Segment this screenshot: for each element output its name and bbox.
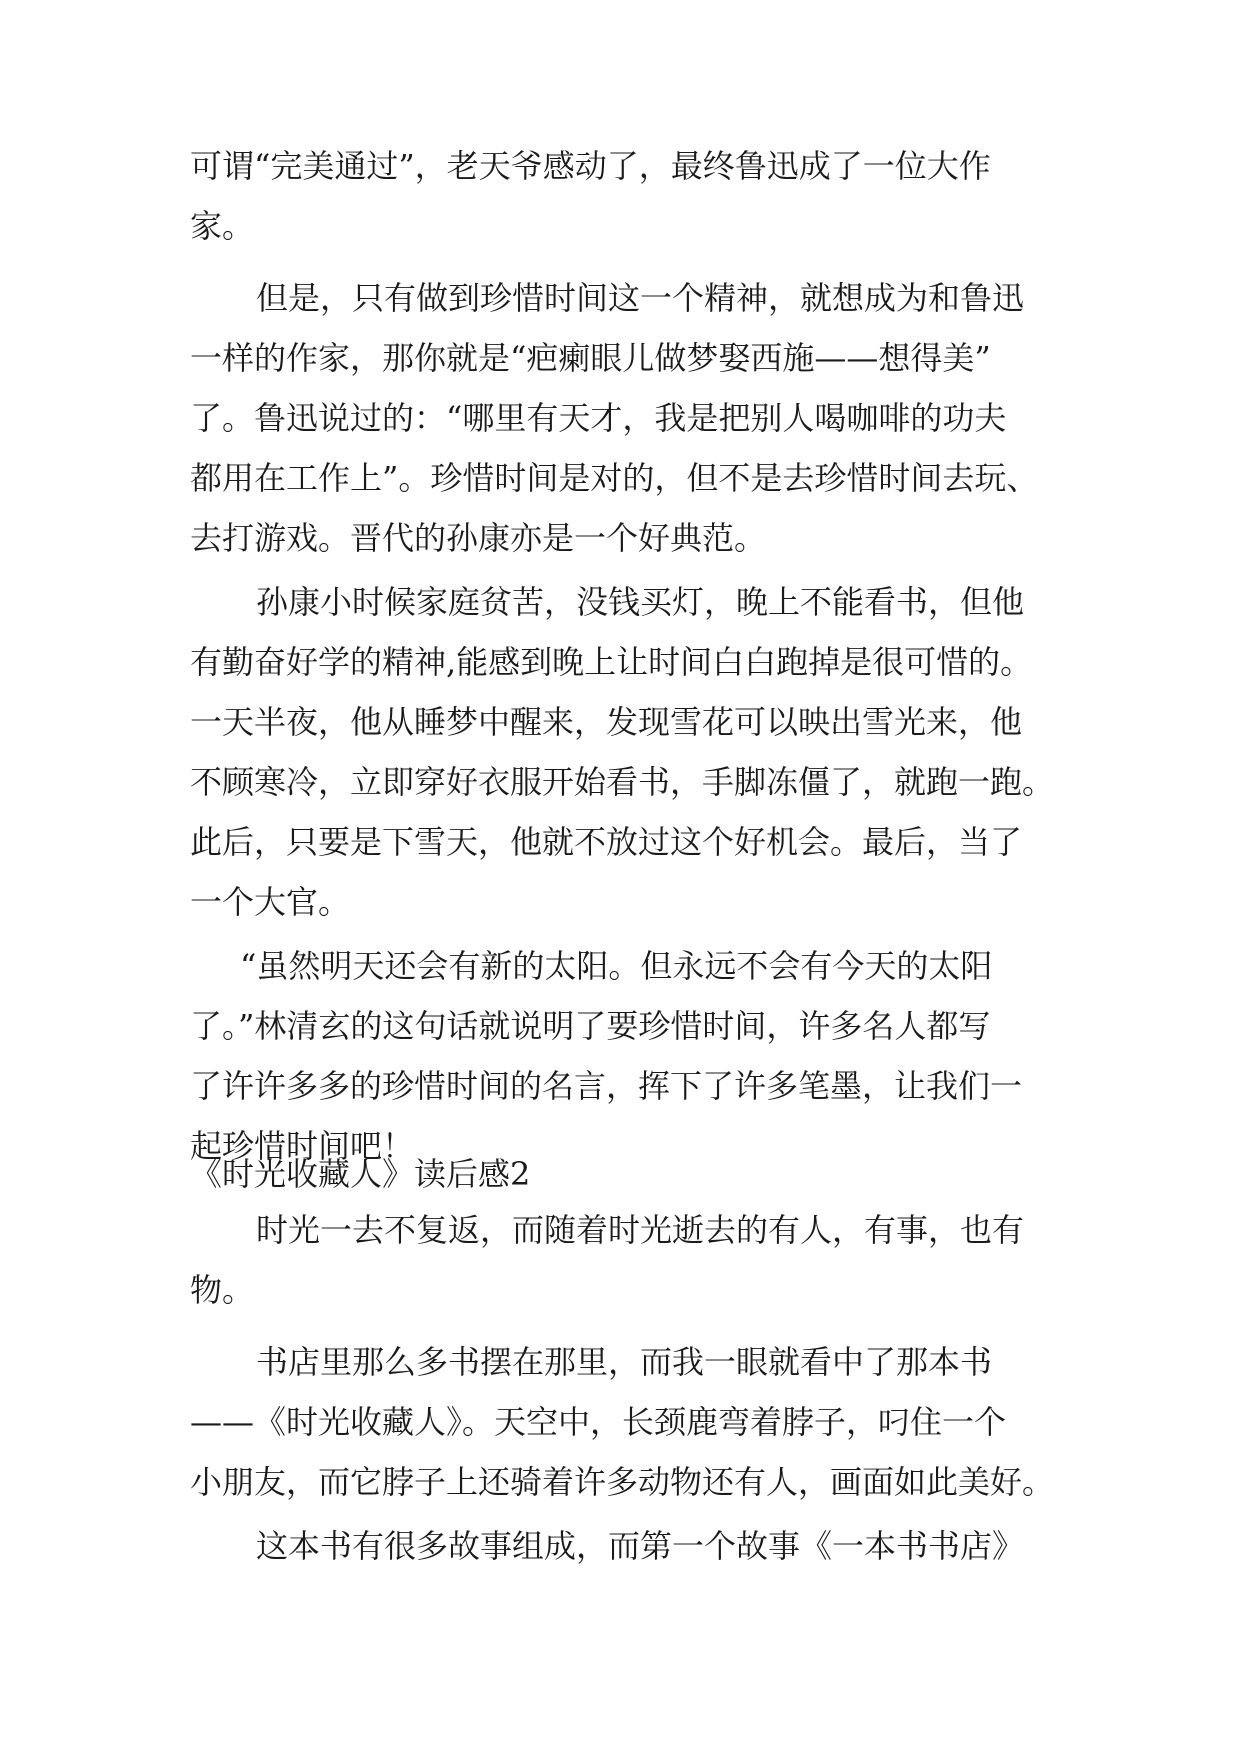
text-line: 有勤奋好学的精神,能感到晚上让时间白白跑掉是很可惜的。: [190, 643, 1033, 681]
text-line: 了。鲁迅说过的：“哪里有天才，我是把别人喝咖啡的功夫: [190, 399, 1007, 437]
text-line: 这本书有很多故事组成，而第一个故事《一本书书店》: [256, 1527, 1025, 1565]
text-line: 孙康小时候家庭贫苦，没钱买灯，晚上不能看书，但他: [256, 583, 1025, 621]
text-line: 起珍惜时间吧！: [190, 1127, 415, 1165]
text-line: 小朋友，而它脖子上还骑着许多动物还有人，画面如此美好。: [190, 1463, 1055, 1501]
section-heading: 《时光收藏人》读后感2: [190, 1155, 531, 1193]
text-line: 不顾寒冷，立即穿好衣服开始看书，手脚冻僵了，就跑一跑。: [190, 763, 1055, 801]
body-text-upper: [190, 136, 1060, 1176]
text-line: “虽然明天还会有新的太阳。但永远不会有今天的太阳: [240, 947, 993, 985]
text-line: 了许许多多的珍惜时间的名言，挥下了许多笔墨，让我们一: [190, 1067, 1023, 1105]
text-line: 了。”林清玄的这句话就说明了要珍惜时间，许多名人都写: [190, 1007, 991, 1045]
text-line: 时光一去不复返，而随着时光逝去的有人，有事，也有: [256, 1211, 1025, 1249]
text-line: 都用在工作上”。珍惜时间是对的，但不是去珍惜时间去玩、: [190, 459, 1039, 497]
text-line: 书店里那么多书摆在那里，而我一眼就看中了那本书: [256, 1343, 993, 1381]
text-line: 一样的作家，那你就是“疤瘌眼儿做梦娶西施——想得美”: [190, 339, 991, 377]
text-line: 但是，只有做到珍惜时间这一个精神，就想成为和鲁迅: [256, 279, 1025, 317]
text-line: 此后，只要是下雪天，他就不放过这个好机会。最后，当了: [190, 823, 1023, 861]
text-line: 一天半夜，他从睡梦中醒来，发现雪花可以映出雪光来，他: [190, 703, 1023, 741]
text-line: 家。: [190, 207, 255, 245]
text-line: 去打游戏。晋代的孙康亦是一个好典范。: [190, 519, 767, 557]
text-line: 物。: [190, 1271, 255, 1309]
text-line: ——《时光收藏人》。天空中，长颈鹿弯着脖子，叼住一个: [190, 1403, 1007, 1441]
text-line: 一个大官。: [190, 883, 351, 921]
body-text-lower: [190, 1148, 1060, 1576]
text-line: 可谓“完美通过”，老天爷感动了，最终鲁迅成了一位大作: [190, 147, 991, 185]
